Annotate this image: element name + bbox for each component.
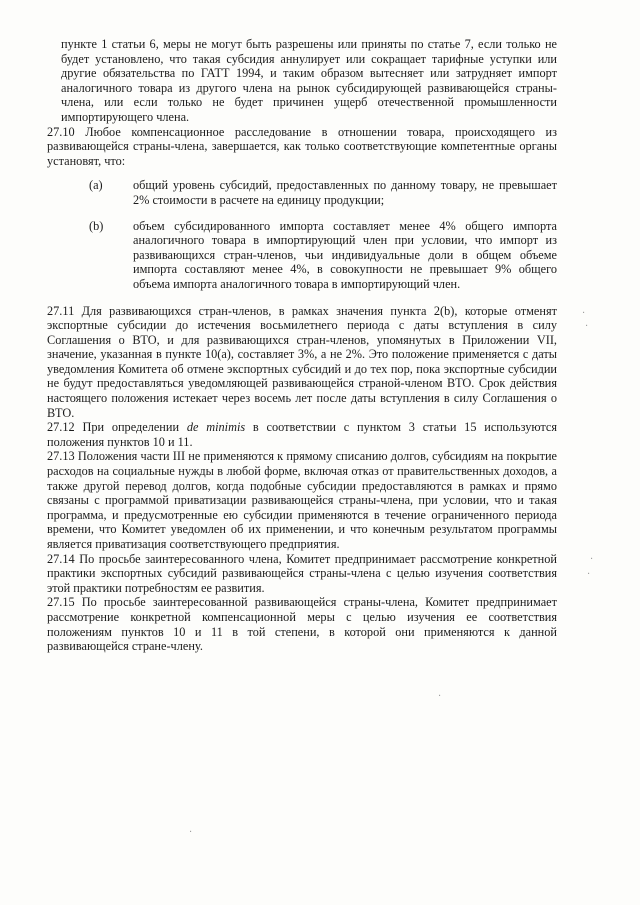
scan-artifact: · bbox=[587, 569, 591, 580]
paragraph-27-12-rest: в соответствии с пунктом 3 статьи 15 используются положения пунктов 10 и 11. bbox=[47, 420, 557, 449]
list-item-b bbox=[47, 219, 557, 292]
scan-artifact: · bbox=[189, 827, 193, 838]
paragraph-27-12 bbox=[47, 420, 557, 449]
continuation-line: промышленности импортирующего члена. bbox=[61, 95, 557, 124]
list-item-text: общий уровень субсидий, предоставленных по данному товару, не превышает 2% стоимости в расчете на единицу продукции; bbox=[133, 178, 557, 207]
paragraph-27-11: 27.11 Для развивающихся стран-членов, в рамках значения пункта 2(b), которые отменят экспортные субсидии до истечения восьмилетнего периода с даты вступления в силу Соглашения о ВТО, и для развивающихся стран-членов, упомянутых в Приложении VII, значение, указанная в пункте 10(а), составляет 3%, а не 2%. Это положение применяется с даты уведомления Комитета об отмене экспортных субсидий и до тех пор, пока экспортные субсидии не будут предоставляться уведомляющей развивающейся страной-членом ВТО. Срок действия настоящего положения истекает через восемь лет после даты вступления в силу Соглашения о ВТО. bbox=[47, 303, 557, 420]
paragraph-27-15: 27.15 По просьбе заинтересованной развивающейся страны-члена, Комитет предпринимает рассмотрение конкретной компенсационной меры с целью изучения ее соответствия положениям пунктов 10 и 11 в той степени, в которой они применяются к данной развивающейся стране-члену. bbox=[47, 595, 557, 654]
scan-artifact: · bbox=[438, 691, 442, 702]
paragraph-27-13: 27.13 Положения части III не применяются к прямому списанию долгов, субсидиям на покрытие расходов на социальные нужды в любой форме, включая отказ от правительственных доходов, а также другой перевод долгов, когда подобные субсидии предоставляются в рамках и прямо связаны с программой приватизации развивающейся страны-члена, при условии, что и такая программа, и предусмотренные ею субсидии применяются в течение ограниченного периода времени, что Комитет уведомлен об их применении, и что конечным результатом программы является приватизация соответствующего предприятия. bbox=[47, 449, 557, 551]
continuation-line: не будет установлено, что такая субсидия аннулирует или сокращает тарифные уступки bbox=[61, 37, 557, 66]
continuation-line: или другие обязательства по ГАТТ 1994, и таким образом вытесняет или затрудняет bbox=[61, 51, 557, 81]
paragraph-27-10: 27.10 Любое компенсационное расследование в отношении товара, происходящего из развивающейся страны-члена, завершается, как только соответствующие компетентные органы установят, что: bbox=[47, 124, 557, 168]
list-item-a bbox=[47, 178, 557, 207]
paragraph-27-12-lead: 27.12 При определении bbox=[47, 420, 187, 435]
paragraph-27-14: 27.14 По просьбе заинтересованного члена, Комитет предпринимает рассмотрение конкретной практики экспортных субсидий развивающейся страны-члена с целью изучения соответствия этой практики потребностям ее развития. bbox=[47, 551, 557, 595]
continuation-line: страны-члена, или если только не будет причинен ущерб отечественной bbox=[61, 80, 557, 110]
list-item-label: (b) bbox=[89, 218, 104, 233]
de-minimis-term: de minimis bbox=[186, 420, 246, 435]
document-body bbox=[47, 37, 557, 654]
list-item-text: объем субсидированного импорта составляет менее 4% общего импорта аналогичного товара в импортирующий член при условии, что импорт из развивающихся стран-членов, чьи индивидуальные доли в общем объеме импорта составляют менее 4%, в совокупности не превышает 9% общего объема импорта аналогичного товара в импортирующий член. bbox=[133, 218, 557, 291]
scan-artifact: · bbox=[582, 308, 586, 319]
scan-artifact: · bbox=[590, 554, 594, 565]
continuation-line: импорт аналогичного товара из другого члена на рынок субсидирующей развивающейся bbox=[61, 66, 557, 95]
list-item-label: (a) bbox=[89, 178, 103, 193]
scan-artifact: · bbox=[585, 321, 589, 332]
continuation-paragraph bbox=[47, 37, 557, 125]
continuation-line: пункте 1 статьи 6, меры не могут быть разрешены или приняты по статье 7, если только bbox=[61, 37, 541, 51]
